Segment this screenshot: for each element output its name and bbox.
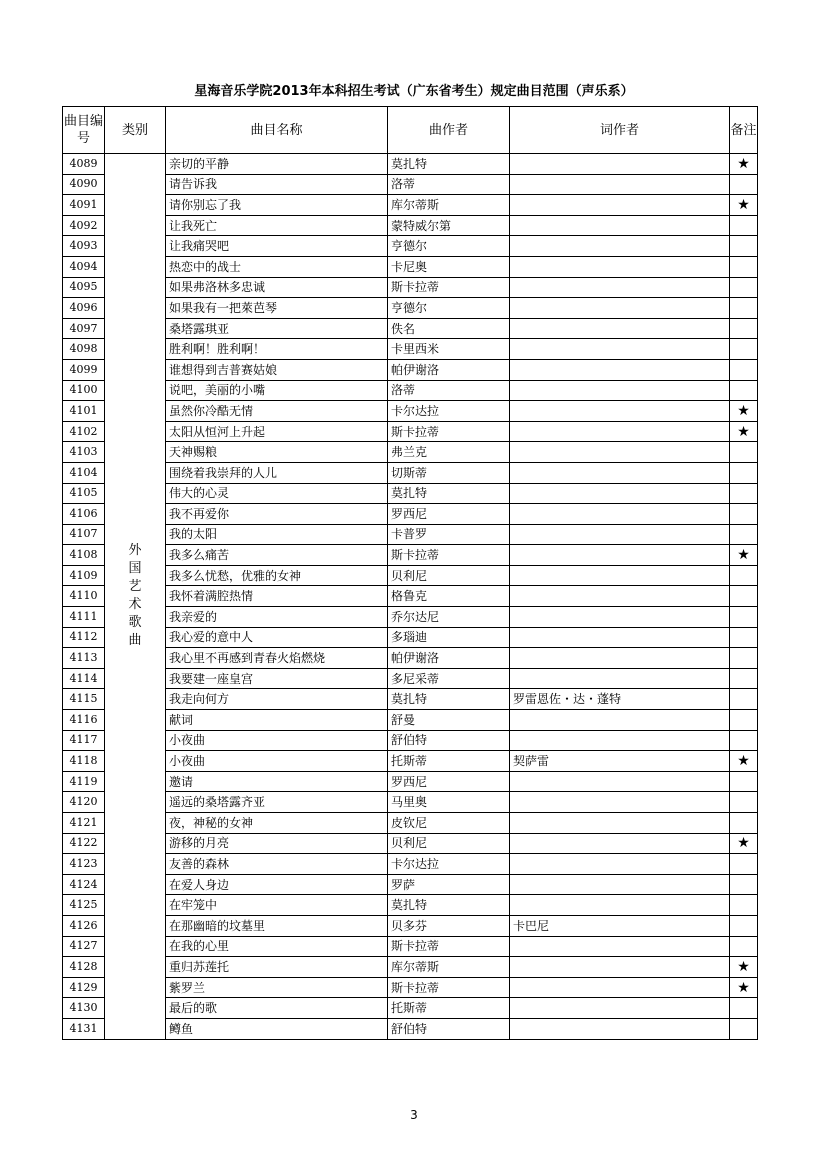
cell-lyricist: 罗雷恩佐・达・蓬特	[510, 689, 730, 710]
table-row	[63, 874, 758, 895]
table-row	[63, 895, 758, 916]
cell-name: 如果我有一把萊芭琴	[166, 298, 388, 319]
table-row	[63, 359, 758, 380]
cell-composer: 罗西尼	[388, 504, 510, 525]
cell-num: 4109	[63, 565, 105, 586]
cell-composer: 斯卡拉蒂	[388, 277, 510, 298]
cell-num: 4124	[63, 874, 105, 895]
star-icon	[730, 771, 758, 792]
table-row	[63, 236, 758, 257]
table-row	[63, 442, 758, 463]
cell-name: 请你别忘了我	[166, 195, 388, 216]
cell-lyricist	[510, 195, 730, 216]
cell-num: 4107	[63, 524, 105, 545]
cell-num: 4100	[63, 380, 105, 401]
cell-composer: 格鲁克	[388, 586, 510, 607]
cell-num: 4110	[63, 586, 105, 607]
cell-num: 4094	[63, 256, 105, 277]
star-icon	[730, 236, 758, 257]
cell-name: 夜，神秘的女神	[166, 813, 388, 834]
star-icon: ★	[730, 154, 758, 175]
cell-name: 小夜曲	[166, 730, 388, 751]
cell-num: 4131	[63, 1018, 105, 1039]
cell-num: 4129	[63, 977, 105, 998]
cell-name: 我走向何方	[166, 689, 388, 710]
cell-name: 让我死亡	[166, 215, 388, 236]
star-icon: ★	[730, 421, 758, 442]
star-icon	[730, 462, 758, 483]
cell-num: 4112	[63, 627, 105, 648]
cell-num: 4128	[63, 957, 105, 978]
cell-lyricist	[510, 998, 730, 1019]
cell-num: 4090	[63, 174, 105, 195]
cell-name: 邀请	[166, 771, 388, 792]
cell-composer: 斯卡拉蒂	[388, 936, 510, 957]
star-icon	[730, 483, 758, 504]
cell-composer: 库尔蒂斯	[388, 195, 510, 216]
star-icon	[730, 524, 758, 545]
cell-num: 4130	[63, 998, 105, 1019]
table-row	[63, 792, 758, 813]
table-row	[63, 977, 758, 998]
star-icon	[730, 936, 758, 957]
cell-composer: 托斯蒂	[388, 998, 510, 1019]
cell-num: 4118	[63, 751, 105, 772]
table-row	[63, 195, 758, 216]
cell-num: 4126	[63, 915, 105, 936]
cell-name: 遥远的桑塔露齐亚	[166, 792, 388, 813]
cell-composer: 佚名	[388, 318, 510, 339]
cell-lyricist	[510, 586, 730, 607]
cell-lyricist	[510, 854, 730, 875]
cell-num: 4093	[63, 236, 105, 257]
cell-lyricist	[510, 977, 730, 998]
cell-name: 如果弗洛林多忠诚	[166, 277, 388, 298]
cell-composer: 卡尼奥	[388, 256, 510, 277]
cell-name: 胜利啊！胜利啊！	[166, 339, 388, 360]
cell-name: 在爱人身边	[166, 874, 388, 895]
cell-lyricist	[510, 607, 730, 628]
table-row	[63, 380, 758, 401]
cell-lyricist	[510, 318, 730, 339]
cell-composer: 卡尔达拉	[388, 854, 510, 875]
table-row	[63, 586, 758, 607]
header-lyricist: 词作者	[510, 107, 730, 154]
cell-composer: 卡普罗	[388, 524, 510, 545]
cell-composer: 斯卡拉蒂	[388, 545, 510, 566]
cell-lyricist	[510, 421, 730, 442]
cell-composer: 洛蒂	[388, 380, 510, 401]
star-icon	[730, 607, 758, 628]
cell-lyricist	[510, 277, 730, 298]
star-icon	[730, 710, 758, 731]
cell-num: 4115	[63, 689, 105, 710]
cell-name: 我心爱的意中人	[166, 627, 388, 648]
cell-composer: 蒙特威尔第	[388, 215, 510, 236]
table-row	[63, 401, 758, 422]
cell-num: 4123	[63, 854, 105, 875]
star-icon	[730, 854, 758, 875]
cell-num: 4089	[63, 154, 105, 175]
cell-name: 最后的歌	[166, 998, 388, 1019]
cell-name: 伟大的心灵	[166, 483, 388, 504]
cell-name: 我亲爱的	[166, 607, 388, 628]
star-icon	[730, 1018, 758, 1039]
cell-composer: 托斯蒂	[388, 751, 510, 772]
cell-composer: 莫扎特	[388, 483, 510, 504]
cell-num: 4105	[63, 483, 105, 504]
star-icon: ★	[730, 977, 758, 998]
cell-composer: 亨德尔	[388, 236, 510, 257]
star-icon	[730, 689, 758, 710]
cell-composer: 皮钦尼	[388, 813, 510, 834]
star-icon	[730, 339, 758, 360]
cell-composer: 舒伯特	[388, 1018, 510, 1039]
cell-composer: 弗兰克	[388, 442, 510, 463]
table-row	[63, 627, 758, 648]
cell-lyricist	[510, 154, 730, 175]
cell-num: 4117	[63, 730, 105, 751]
cell-composer: 多瑙迪	[388, 627, 510, 648]
table-row	[63, 421, 758, 442]
cell-lyricist	[510, 256, 730, 277]
cell-num: 4103	[63, 442, 105, 463]
table-row	[63, 813, 758, 834]
table-row	[63, 648, 758, 669]
table-row	[63, 1018, 758, 1039]
cell-lyricist	[510, 236, 730, 257]
cell-composer: 莫扎特	[388, 689, 510, 710]
table-row	[63, 504, 758, 525]
star-icon	[730, 895, 758, 916]
cell-lyricist	[510, 524, 730, 545]
cell-name: 我的太阳	[166, 524, 388, 545]
cell-lyricist	[510, 215, 730, 236]
star-icon	[730, 998, 758, 1019]
cell-num: 4097	[63, 318, 105, 339]
header-num: 曲目编号	[63, 107, 105, 154]
cell-num: 4095	[63, 277, 105, 298]
cell-composer: 卡尔达拉	[388, 401, 510, 422]
cell-composer: 罗萨	[388, 874, 510, 895]
cell-lyricist: 卡巴尼	[510, 915, 730, 936]
cell-name: 在牢笼中	[166, 895, 388, 916]
cell-num: 4106	[63, 504, 105, 525]
cell-composer: 斯卡拉蒂	[388, 977, 510, 998]
star-icon	[730, 565, 758, 586]
star-icon: ★	[730, 751, 758, 772]
category-cell	[105, 154, 166, 1040]
cell-name: 围绕着我崇拜的人儿	[166, 462, 388, 483]
cell-lyricist	[510, 462, 730, 483]
star-icon	[730, 256, 758, 277]
star-icon: ★	[730, 957, 758, 978]
cell-lyricist	[510, 957, 730, 978]
cell-name: 游移的月亮	[166, 833, 388, 854]
cell-lyricist	[510, 442, 730, 463]
cell-num: 4127	[63, 936, 105, 957]
star-icon: ★	[730, 195, 758, 216]
cell-lyricist	[510, 813, 730, 834]
table-row	[63, 215, 758, 236]
star-icon	[730, 648, 758, 669]
star-icon	[730, 277, 758, 298]
table-row	[63, 957, 758, 978]
page-title: 星海音乐学院2013年本科招生考试（广东省考生）规定曲目范围（声乐系）	[194, 84, 634, 99]
table-row	[63, 668, 758, 689]
cell-num: 4116	[63, 710, 105, 731]
cell-num: 4101	[63, 401, 105, 422]
cell-lyricist	[510, 895, 730, 916]
cell-lyricist	[510, 648, 730, 669]
cell-composer: 帕伊谢洛	[388, 648, 510, 669]
cell-lyricist	[510, 874, 730, 895]
cell-num: 4092	[63, 215, 105, 236]
cell-lyricist	[510, 833, 730, 854]
cell-name: 我要建一座皇宫	[166, 668, 388, 689]
star-icon	[730, 627, 758, 648]
table-row	[63, 545, 758, 566]
star-icon	[730, 874, 758, 895]
table-row	[63, 318, 758, 339]
header-composer: 曲作者	[388, 107, 510, 154]
cell-composer: 亨德尔	[388, 298, 510, 319]
cell-composer: 舒伯特	[388, 730, 510, 751]
cell-num: 4125	[63, 895, 105, 916]
cell-name: 请告诉我	[166, 174, 388, 195]
table-row	[63, 277, 758, 298]
cell-lyricist	[510, 627, 730, 648]
star-icon	[730, 442, 758, 463]
table-row	[63, 565, 758, 586]
table-header-row	[63, 107, 758, 154]
star-icon	[730, 730, 758, 751]
table-row	[63, 154, 758, 175]
star-icon: ★	[730, 833, 758, 854]
star-icon: ★	[730, 545, 758, 566]
table-row	[63, 524, 758, 545]
table-row	[63, 998, 758, 1019]
star-icon	[730, 174, 758, 195]
table-row	[63, 174, 758, 195]
cell-name: 在那幽暗的坟墓里	[166, 915, 388, 936]
header-category: 类别	[105, 107, 166, 154]
cell-composer: 洛蒂	[388, 174, 510, 195]
repertoire-table	[62, 106, 758, 1040]
cell-num: 4113	[63, 648, 105, 669]
page-number: 3	[410, 1108, 418, 1122]
cell-composer: 罗西尼	[388, 771, 510, 792]
cell-name: 鳟鱼	[166, 1018, 388, 1039]
table-row	[63, 833, 758, 854]
cell-composer: 帕伊谢洛	[388, 359, 510, 380]
cell-composer: 莫扎特	[388, 895, 510, 916]
table-row	[63, 771, 758, 792]
cell-lyricist	[510, 936, 730, 957]
cell-num: 4114	[63, 668, 105, 689]
cell-num: 4108	[63, 545, 105, 566]
cell-lyricist	[510, 545, 730, 566]
star-icon	[730, 298, 758, 319]
table-row	[63, 915, 758, 936]
cell-lyricist	[510, 1018, 730, 1039]
cell-name: 谁想得到吉普赛姑娘	[166, 359, 388, 380]
cell-name: 我不再爱你	[166, 504, 388, 525]
star-icon	[730, 359, 758, 380]
cell-num: 4111	[63, 607, 105, 628]
cell-composer: 多尼采蒂	[388, 668, 510, 689]
header-name: 曲目名称	[166, 107, 388, 154]
table-row	[63, 936, 758, 957]
table-row	[63, 607, 758, 628]
cell-num: 4104	[63, 462, 105, 483]
cell-num: 4119	[63, 771, 105, 792]
cell-composer: 贝利尼	[388, 833, 510, 854]
cell-name: 亲切的平静	[166, 154, 388, 175]
cell-lyricist: 契萨雷	[510, 751, 730, 772]
cell-composer: 卡里西米	[388, 339, 510, 360]
cell-name: 友善的森林	[166, 854, 388, 875]
cell-name: 热恋中的战士	[166, 256, 388, 277]
cell-composer: 斯卡拉蒂	[388, 421, 510, 442]
table-row	[63, 751, 758, 772]
cell-composer: 舒曼	[388, 710, 510, 731]
cell-composer: 乔尔达尼	[388, 607, 510, 628]
star-icon	[730, 813, 758, 834]
cell-num: 4120	[63, 792, 105, 813]
cell-num: 4099	[63, 359, 105, 380]
table-row	[63, 689, 758, 710]
cell-lyricist	[510, 668, 730, 689]
star-icon	[730, 586, 758, 607]
cell-lyricist	[510, 339, 730, 360]
cell-lyricist	[510, 380, 730, 401]
cell-name: 在我的心里	[166, 936, 388, 957]
star-icon	[730, 668, 758, 689]
cell-num: 4096	[63, 298, 105, 319]
cell-num: 4121	[63, 813, 105, 834]
cell-name: 小夜曲	[166, 751, 388, 772]
cell-num: 4102	[63, 421, 105, 442]
cell-name: 我心里不再感到青春火焰燃烧	[166, 648, 388, 669]
star-icon	[730, 380, 758, 401]
cell-name: 说吧，美丽的小嘴	[166, 380, 388, 401]
table-row	[63, 483, 758, 504]
cell-lyricist	[510, 504, 730, 525]
table-row	[63, 339, 758, 360]
cell-composer: 库尔蒂斯	[388, 957, 510, 978]
cell-name: 虽然你冷酷无情	[166, 401, 388, 422]
cell-composer: 切斯蒂	[388, 462, 510, 483]
cell-lyricist	[510, 771, 730, 792]
header-note: 备注	[730, 107, 758, 154]
cell-num: 4091	[63, 195, 105, 216]
cell-composer: 莫扎特	[388, 154, 510, 175]
cell-lyricist	[510, 174, 730, 195]
cell-lyricist	[510, 359, 730, 380]
star-icon	[730, 915, 758, 936]
cell-name: 天神赐粮	[166, 442, 388, 463]
star-icon	[730, 792, 758, 813]
table-row	[63, 298, 758, 319]
cell-num: 4098	[63, 339, 105, 360]
cell-lyricist	[510, 792, 730, 813]
star-icon: ★	[730, 401, 758, 422]
star-icon	[730, 318, 758, 339]
cell-name: 我怀着满腔热情	[166, 586, 388, 607]
cell-name: 重归苏莲托	[166, 957, 388, 978]
table-row	[63, 710, 758, 731]
star-icon	[730, 504, 758, 525]
table-row	[63, 730, 758, 751]
cell-lyricist	[510, 401, 730, 422]
cell-name: 我多么忧愁，优雅的女神	[166, 565, 388, 586]
category-label: 外国艺术歌曲	[128, 543, 142, 649]
cell-composer: 马里奥	[388, 792, 510, 813]
cell-num: 4122	[63, 833, 105, 854]
cell-name: 紫罗兰	[166, 977, 388, 998]
table-row	[63, 462, 758, 483]
cell-lyricist	[510, 483, 730, 504]
cell-composer: 贝多芬	[388, 915, 510, 936]
cell-lyricist	[510, 565, 730, 586]
cell-name: 桑塔露琪亚	[166, 318, 388, 339]
cell-name: 献词	[166, 710, 388, 731]
cell-name: 太阳从恒河上升起	[166, 421, 388, 442]
cell-composer: 贝利尼	[388, 565, 510, 586]
cell-name: 我多么痛苦	[166, 545, 388, 566]
cell-lyricist	[510, 710, 730, 731]
cell-name: 让我痛哭吧	[166, 236, 388, 257]
cell-lyricist	[510, 298, 730, 319]
cell-lyricist	[510, 730, 730, 751]
table-row	[63, 256, 758, 277]
star-icon	[730, 215, 758, 236]
table-row	[63, 854, 758, 875]
